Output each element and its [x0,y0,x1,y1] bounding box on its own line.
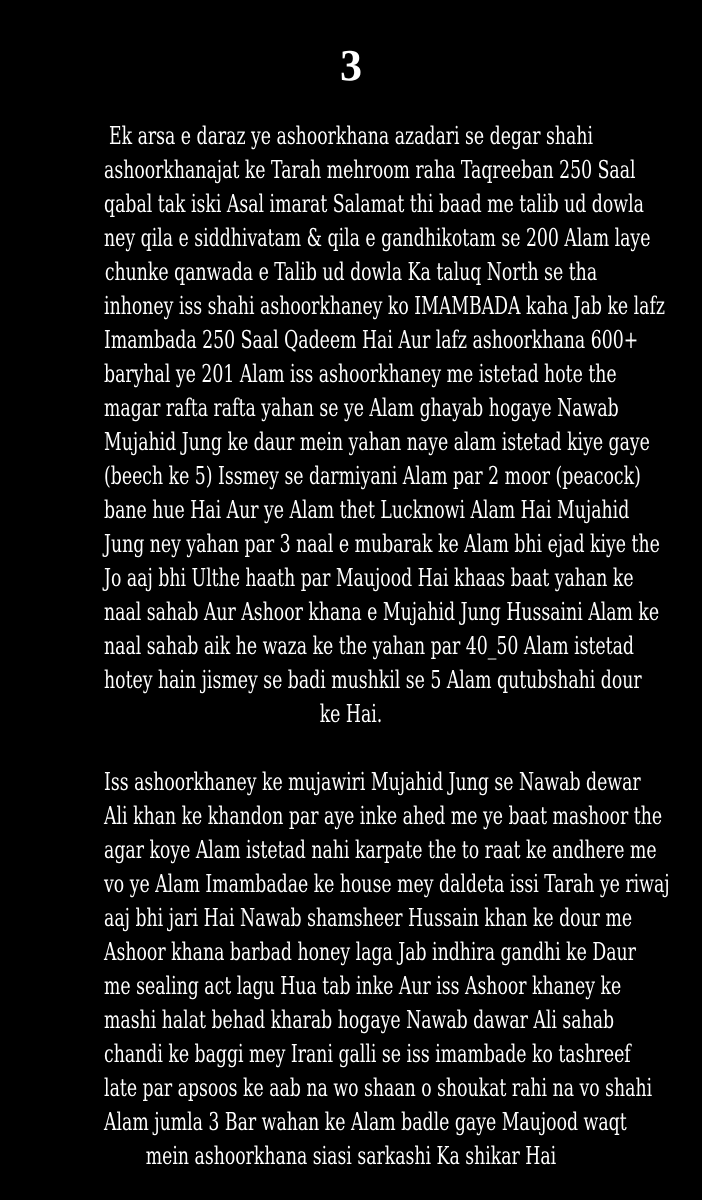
text-line: Jo aaj bhi Ulthe haath par Maujood Hai khaas baat yahan ke [104,564,634,592]
text-line: naal sahab Aur Ashoor khana e Mujahid Jung Hussaini Alam ke [104,598,660,626]
text-line: magar rafta rafta yahan se ye Alam ghayab hogaye Nawab [104,394,619,422]
text-line: naal sahab aik he waza ke the yahan par 40_50 Alam istetad [104,632,634,660]
text-line: ashoorkhanajat ke Tarah mehroom raha Taqreeban 250 Saal [104,156,636,184]
text-line: Ashoor khana barbad honey laga Jab indhira gandhi ke Daur [104,938,636,966]
text-line: ke Hai. [319,700,383,728]
text-line: bane hue Hai Aur ye Alam thet Lucknowi Alam Hai Mujahid [104,496,630,524]
text-line: Mujahid Jung ke daur mein yahan naye alam istetad kiye gaye [104,428,650,456]
text-line: late par apsoos ke aab na wo shaan o shoukat rahi na vo shahi [104,1074,653,1102]
text-line: Ali khan ke khandon par aye inke ahed me ye baat mashoor the [104,802,663,830]
text-line: Alam jumla 3 Bar wahan ke Alam badle gaye Maujood waqt [104,1108,627,1136]
text-line: me sealing act lagu Hua tab inke Aur iss Ashoor khaney ke [104,972,622,1000]
text-line: hotey hain jismey se badi mushkil se 5 Alam qutubshahi dour [104,666,642,694]
text-line: aaj bhi jari Hai Nawab shamsheer Hussain khan ke dour me [104,904,633,932]
text-line: Jung ney yahan par 3 naal e mubarak ke Alam bhi ejad kiye the [104,530,660,558]
text-line: qabal tak iski Asal imarat Salamat thi baad me talib ud dowla [104,190,644,218]
text-line: inhoney iss shahi ashoorkhaney ko IMAMBADA kaha Jab ke lafz [104,292,665,320]
text-line: chandi ke baggi mey Irani galli se iss imambade ko tashreef [104,1040,631,1068]
text-line: agar koye Alam istetad nahi karpate the to raat ke andhere me [104,836,657,864]
text-line: Ek arsa e daraz ye ashoorkhana azadari se degar shahi [108,122,594,150]
text-line: Iss ashoorkhaney ke mujawiri Mujahid Jung se Nawab dewar [104,768,641,796]
text-line: vo ye Alam Imambadae ke house mey daldeta issi Tarah ye riwaj [104,870,670,898]
text-line: ney qila e siddhivatam & qila e gandhikotam se 200 Alam laye [104,224,651,252]
text-line: chunke qanwada e Talib ud dowla Ka taluq North se tha [104,258,598,286]
text-line: Imambada 250 Saal Qadeem Hai Aur lafz ashoorkhana 600+ [104,326,639,354]
text-line: (beech ke 5) Issmey se darmiyani Alam par 2 moor (peacock) [104,462,641,490]
text-line: mashi halat behad kharab hogaye Nawab dawar Ali sahab [104,1006,615,1034]
page-number: 3 [340,41,362,90]
text-line: baryhal ye 201 Alam iss ashoorkhaney me istetad hote the [104,360,617,388]
text-line: mein ashoorkhana siasi sarkashi Ka shikar Hai [145,1142,557,1170]
